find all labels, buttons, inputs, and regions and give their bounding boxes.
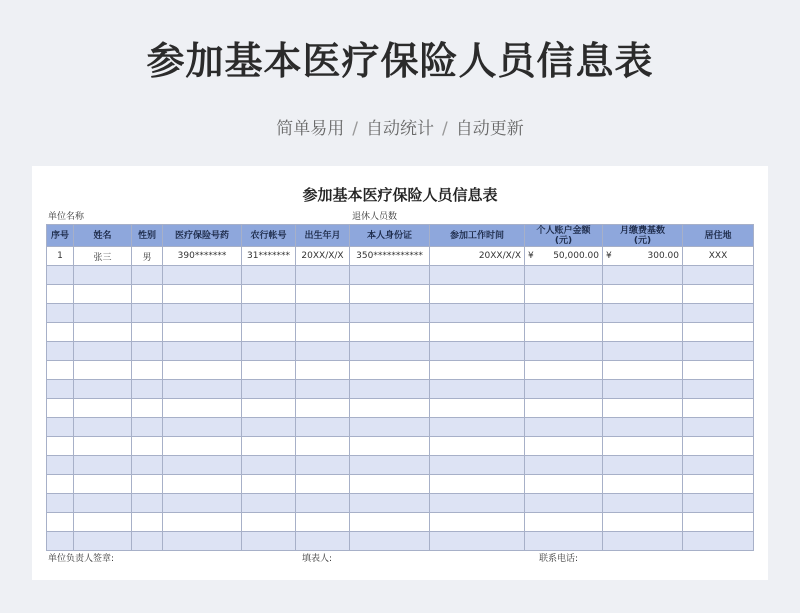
table-cell[interactable] [430, 456, 525, 475]
table-cell[interactable] [430, 361, 525, 380]
table-cell[interactable] [683, 285, 754, 304]
table-row [47, 399, 754, 418]
table-row [47, 456, 754, 475]
table-cell[interactable] [350, 456, 430, 475]
table-cell[interactable] [132, 513, 163, 532]
table-cell[interactable] [132, 475, 163, 494]
monthly-base-value: 300.00 [647, 251, 679, 261]
table-cell[interactable] [74, 342, 132, 361]
table-cell[interactable] [47, 475, 74, 494]
table-cell[interactable] [430, 494, 525, 513]
cell-birth[interactable]: 20XX/X/X [296, 247, 350, 266]
col-header-monthly-base: 月缴费基数 (元) [603, 225, 683, 247]
col-header-name: 姓名 [74, 225, 132, 247]
table-cell[interactable] [430, 418, 525, 437]
table-header-row [47, 225, 754, 247]
page-title: 参加基本医疗保险人员信息表 [146, 39, 654, 83]
table-cell[interactable] [132, 323, 163, 342]
table-cell[interactable] [350, 323, 430, 342]
table-cell[interactable] [74, 456, 132, 475]
table-cell[interactable] [683, 304, 754, 323]
table-cell[interactable] [350, 266, 430, 285]
table-cell[interactable] [430, 304, 525, 323]
table-cell[interactable] [47, 361, 74, 380]
cell-id-card[interactable]: 350*********** [350, 247, 430, 266]
table-cell[interactable] [132, 418, 163, 437]
table-cell[interactable] [74, 285, 132, 304]
col-header-insurance-no: 医疗保险号药 [163, 225, 242, 247]
table-cell[interactable] [132, 532, 163, 551]
table-cell[interactable] [683, 475, 754, 494]
table-cell[interactable] [47, 513, 74, 532]
table-cell[interactable] [163, 380, 242, 399]
table-cell[interactable] [350, 418, 430, 437]
table-cell[interactable] [242, 399, 296, 418]
table-cell[interactable] [683, 418, 754, 437]
table-cell[interactable] [163, 342, 242, 361]
phone-label: 联系电话: [539, 554, 579, 564]
table-cell[interactable] [242, 437, 296, 456]
table-cell[interactable] [350, 532, 430, 551]
table-cell[interactable] [603, 323, 683, 342]
retired-count-label: 退休人员数 [352, 212, 398, 222]
table-cell[interactable] [132, 285, 163, 304]
table-cell[interactable] [603, 361, 683, 380]
table-cell[interactable] [163, 323, 242, 342]
table-cell[interactable] [242, 456, 296, 475]
table-cell[interactable] [683, 323, 754, 342]
table-cell[interactable] [132, 266, 163, 285]
table-cell[interactable] [296, 304, 350, 323]
table-cell[interactable] [430, 399, 525, 418]
table-cell[interactable] [242, 532, 296, 551]
table-cell[interactable] [603, 437, 683, 456]
col-header-bank-account: 农行帐号 [242, 225, 296, 247]
table-cell[interactable] [47, 304, 74, 323]
cell-work-start[interactable]: 20XX/X/X [430, 247, 525, 266]
table-cell[interactable] [296, 399, 350, 418]
subtitle-item-1: 简单易用 [276, 119, 345, 139]
table-cell[interactable] [430, 475, 525, 494]
table-cell[interactable] [242, 513, 296, 532]
table-cell[interactable] [525, 418, 603, 437]
table-cell[interactable] [74, 266, 132, 285]
table-cell[interactable] [132, 399, 163, 418]
table-cell[interactable] [47, 494, 74, 513]
table-row [47, 247, 754, 266]
table-row [47, 285, 754, 304]
table-cell[interactable] [350, 304, 430, 323]
table-cell[interactable] [242, 285, 296, 304]
table-cell[interactable] [242, 266, 296, 285]
col-header-id-card: 本人身份证 [350, 225, 430, 247]
table-cell[interactable] [683, 437, 754, 456]
table-cell[interactable] [603, 285, 683, 304]
table-cell[interactable] [430, 342, 525, 361]
table-cell[interactable] [683, 380, 754, 399]
table-cell[interactable] [74, 380, 132, 399]
table-cell[interactable] [603, 513, 683, 532]
table-cell[interactable] [683, 342, 754, 361]
table-cell[interactable] [525, 494, 603, 513]
table-cell[interactable] [525, 380, 603, 399]
table-cell[interactable] [603, 304, 683, 323]
table-row [47, 361, 754, 380]
table-row [47, 437, 754, 456]
table-cell[interactable] [350, 494, 430, 513]
table-cell[interactable] [163, 361, 242, 380]
cell-gender[interactable]: 男 [132, 247, 163, 266]
table-cell[interactable] [296, 380, 350, 399]
table-cell[interactable] [296, 285, 350, 304]
table-cell[interactable] [242, 494, 296, 513]
table-cell[interactable] [350, 437, 430, 456]
cell-residence[interactable]: XXX [683, 247, 754, 266]
table-cell[interactable] [242, 418, 296, 437]
table-cell[interactable] [603, 418, 683, 437]
table-cell[interactable] [296, 475, 350, 494]
spreadsheet-card [32, 166, 768, 580]
col-header-work-start: 参加工作时间 [430, 225, 525, 247]
subtitle-item-2: 自动统计 [366, 119, 434, 139]
table-cell[interactable] [47, 323, 74, 342]
col-header-index: 序号 [47, 225, 74, 247]
table-cell[interactable] [47, 266, 74, 285]
responsible-signature-label: 单位负责人签章: [48, 554, 115, 564]
table-cell[interactable] [350, 513, 430, 532]
table-cell[interactable] [430, 437, 525, 456]
table-cell[interactable] [242, 380, 296, 399]
table-cell[interactable] [350, 361, 430, 380]
table-cell[interactable] [430, 380, 525, 399]
col-header-account-amount: 个人账户金额 (元) [525, 225, 603, 247]
table-cell[interactable] [163, 437, 242, 456]
table-cell[interactable] [163, 304, 242, 323]
account-amount-value: 50,000.00 [553, 251, 599, 261]
table-cell[interactable] [163, 475, 242, 494]
table-cell[interactable] [47, 342, 74, 361]
table-cell[interactable] [430, 532, 525, 551]
table-cell[interactable] [296, 494, 350, 513]
subtitle-item-3: 自动更新 [455, 119, 524, 139]
table-cell[interactable] [74, 494, 132, 513]
table-cell[interactable] [242, 361, 296, 380]
table-cell[interactable] [296, 456, 350, 475]
table-cell[interactable] [74, 513, 132, 532]
table-cell[interactable] [430, 266, 525, 285]
table-cell[interactable] [350, 285, 430, 304]
table-cell[interactable] [242, 304, 296, 323]
table-cell[interactable] [296, 418, 350, 437]
table-row [47, 266, 754, 285]
table-cell[interactable] [525, 266, 603, 285]
col-header-gender: 性别 [132, 225, 163, 247]
table-cell[interactable] [132, 494, 163, 513]
table-cell[interactable] [350, 399, 430, 418]
table-cell[interactable] [683, 513, 754, 532]
table-cell[interactable] [74, 323, 132, 342]
table-cell[interactable] [603, 342, 683, 361]
table-cell[interactable] [74, 304, 132, 323]
table-cell[interactable] [603, 399, 683, 418]
table-cell[interactable] [430, 285, 525, 304]
table-cell[interactable] [525, 285, 603, 304]
table-cell[interactable] [47, 437, 74, 456]
table-cell[interactable] [47, 399, 74, 418]
table-cell[interactable] [47, 532, 74, 551]
filler-label: 填表人: [302, 554, 333, 564]
table-cell[interactable] [525, 456, 603, 475]
table-cell[interactable] [74, 418, 132, 437]
table-cell[interactable] [74, 399, 132, 418]
subtitle [0, 114, 800, 139]
table-cell[interactable] [525, 399, 603, 418]
table-cell[interactable] [132, 380, 163, 399]
table-cell[interactable] [242, 475, 296, 494]
table-row [47, 513, 754, 532]
table-cell[interactable] [296, 532, 350, 551]
table-cell[interactable] [296, 361, 350, 380]
table-cell[interactable] [683, 456, 754, 475]
table-cell[interactable] [683, 494, 754, 513]
table-cell[interactable] [603, 494, 683, 513]
table-cell[interactable] [163, 418, 242, 437]
table-cell[interactable] [132, 361, 163, 380]
table-row [47, 532, 754, 551]
table-cell[interactable] [350, 475, 430, 494]
table-cell[interactable] [430, 323, 525, 342]
table-cell[interactable] [683, 361, 754, 380]
table-cell[interactable] [163, 285, 242, 304]
cell-insurance-no[interactable]: 390******* [163, 247, 242, 266]
table-cell[interactable] [132, 456, 163, 475]
table-cell[interactable] [296, 342, 350, 361]
table-cell[interactable] [603, 475, 683, 494]
table-cell[interactable] [163, 456, 242, 475]
col-header-residence: 居住地 [683, 225, 754, 247]
table-cell[interactable] [132, 304, 163, 323]
table-cell[interactable] [163, 494, 242, 513]
cell-monthly-base[interactable] [603, 247, 683, 266]
table-cell[interactable] [163, 513, 242, 532]
table-cell[interactable] [296, 323, 350, 342]
table-cell[interactable] [350, 380, 430, 399]
table-cell[interactable] [47, 418, 74, 437]
table-cell[interactable] [296, 437, 350, 456]
table-cell[interactable] [74, 437, 132, 456]
table-cell[interactable] [74, 532, 132, 551]
table-row [47, 304, 754, 323]
subtitle-separator: / [352, 119, 358, 139]
currency-symbol: ¥ [528, 251, 534, 261]
table-row [47, 475, 754, 494]
table-cell[interactable] [683, 532, 754, 551]
table-row [47, 418, 754, 437]
table-cell[interactable] [163, 532, 242, 551]
unit-name-label: 单位名称 [48, 212, 85, 222]
table-cell[interactable] [525, 361, 603, 380]
table-row [47, 342, 754, 361]
table-cell[interactable] [603, 380, 683, 399]
cell-account-amount[interactable] [525, 247, 603, 266]
table-cell[interactable] [525, 475, 603, 494]
col-header-birth: 出生年月 [296, 225, 350, 247]
currency-symbol: ¥ [606, 251, 612, 261]
table-cell[interactable] [242, 342, 296, 361]
table-row [47, 323, 754, 342]
table-cell[interactable] [163, 266, 242, 285]
subtitle-separator: / [442, 119, 448, 139]
table-cell[interactable] [350, 342, 430, 361]
cell-name[interactable]: 张三 [74, 247, 132, 266]
table-cell[interactable] [74, 361, 132, 380]
table-cell[interactable] [430, 513, 525, 532]
table-cell[interactable] [603, 532, 683, 551]
table-cell[interactable] [132, 437, 163, 456]
table-cell[interactable] [603, 456, 683, 475]
table-cell[interactable] [47, 380, 74, 399]
table-cell[interactable] [525, 323, 603, 342]
table-cell[interactable] [47, 456, 74, 475]
info-table [46, 224, 754, 551]
table-cell[interactable] [525, 437, 603, 456]
table-row [47, 380, 754, 399]
table-cell[interactable] [683, 399, 754, 418]
table-cell[interactable] [603, 266, 683, 285]
table-cell[interactable] [525, 342, 603, 361]
cell-index[interactable]: 1 [47, 247, 74, 266]
table-cell[interactable] [525, 513, 603, 532]
table-cell[interactable] [242, 323, 296, 342]
cell-bank-account[interactable]: 31******* [242, 247, 296, 266]
table-cell[interactable] [683, 266, 754, 285]
table-row [47, 494, 754, 513]
table-cell[interactable] [525, 532, 603, 551]
sheet-title: 参加基本医疗保险人员信息表 [302, 186, 498, 204]
table-cell[interactable] [74, 475, 132, 494]
table-cell[interactable] [132, 342, 163, 361]
table-cell[interactable] [296, 513, 350, 532]
table-cell[interactable] [163, 399, 242, 418]
table-cell[interactable] [47, 285, 74, 304]
table-cell[interactable] [525, 304, 603, 323]
table-cell[interactable] [296, 266, 350, 285]
